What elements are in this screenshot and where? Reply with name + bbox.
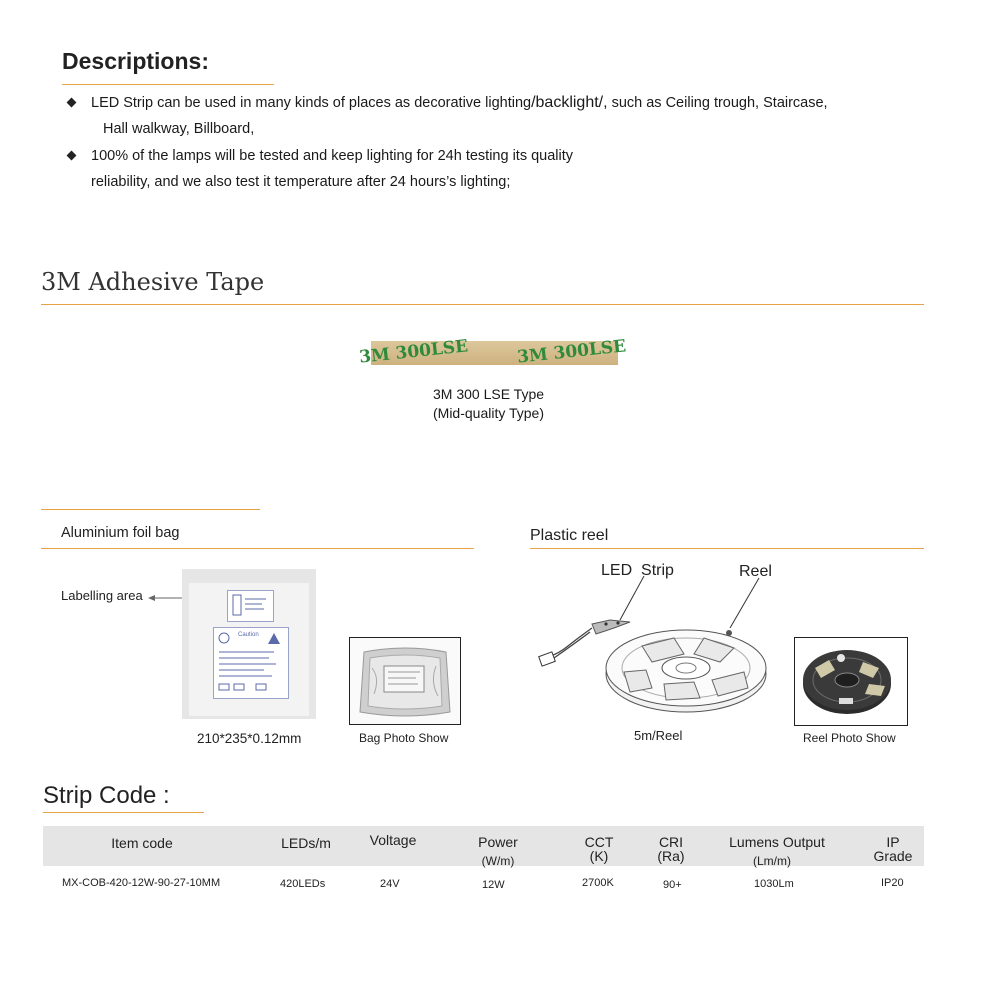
header-cct-unit: (K) (589, 848, 609, 864)
header-cri: CRI (658, 834, 684, 850)
led-strip-callout: LED Strip (601, 562, 674, 579)
bag-size-label: 210*235*0.12mm (197, 731, 302, 746)
bag-caution-label (213, 627, 289, 699)
packaging-top-line (41, 509, 260, 510)
tape-caption-quality: (Mid-quality Type) (433, 405, 545, 421)
foil-bag-underline (41, 548, 474, 549)
description-bullet-1 (91, 90, 828, 116)
strip-code-title: Strip Code : (43, 782, 170, 809)
header-ip-grade: Grade (873, 848, 913, 864)
foil-bag-label: Aluminium foil bag (61, 525, 180, 541)
cell-ip: IP20 (881, 877, 904, 889)
adhesive-underline (41, 304, 924, 305)
bag-photo (349, 637, 461, 725)
description-bullet-2-line2: reliability, and we also test it temperature after 24 hours’s lighting; (91, 174, 511, 190)
reel-callout: Reel (739, 563, 772, 580)
descriptions-underline (62, 84, 274, 85)
header-ip: IP (886, 834, 900, 850)
bullet-1-text-c: such as Ceiling trough, Staircase, (607, 95, 828, 111)
header-cri-unit: (Ra) (657, 848, 685, 864)
bullet-1-text-a: LED Strip can be used in many kinds of places as decorative lighting (91, 95, 532, 111)
strip-code-underline (43, 812, 204, 813)
header-leds: LEDs/m (281, 835, 331, 851)
bag-small-label (227, 590, 274, 622)
bullet-1-text-b: /backlight/, (531, 94, 608, 111)
cell-power: 12W (482, 879, 505, 891)
header-item-code: Item code (111, 835, 173, 851)
adhesive-title: 3M Adhesive Tape (41, 268, 265, 296)
reel-photo-caption: Reel Photo Show (803, 731, 896, 745)
header-cct: CCT (584, 834, 614, 850)
tape-caption-type: 3M 300 LSE Type (433, 386, 545, 402)
cell-cri: 90+ (663, 879, 682, 891)
description-bullet-1-line2: Hall walkway, Billboard, (103, 121, 255, 137)
reel-photo (794, 637, 908, 726)
descriptions-title: Descriptions: (62, 48, 209, 74)
plastic-reel-label: Plastic reel (530, 527, 609, 544)
header-lumens: Lumens Output (729, 834, 825, 850)
cell-item-code: MX-COB-420-12W-90-27-10MM (62, 877, 221, 889)
reel-length-label: 5m/Reel (634, 728, 683, 743)
header-power-unit (470, 852, 526, 868)
plastic-reel-underline (530, 548, 924, 549)
header-voltage: Voltage (369, 832, 417, 848)
cell-leds: 420LEDs (280, 878, 326, 890)
cell-cct: 2700K (582, 877, 614, 889)
tape-print-text: 3M 300LSE (516, 336, 627, 368)
bullet-diamond-icon (67, 151, 77, 161)
bag-caution-text: Caution (238, 632, 259, 638)
labelling-area-label: Labelling area (61, 588, 143, 603)
tape-print-text: 3M 300LSE (358, 336, 469, 368)
header-power: Power (478, 834, 518, 850)
power-unit-text: (W/m) (481, 854, 515, 868)
bullet-diamond-icon (67, 98, 77, 108)
reel-drawing (534, 576, 774, 726)
header-lumens-unit (722, 852, 822, 868)
bag-photo-caption: Bag Photo Show (359, 731, 449, 745)
cell-lumens: 1030Lm (754, 878, 794, 890)
cell-voltage: 24V (380, 878, 400, 890)
lumens-unit-text: (Lm/m) (753, 854, 791, 868)
description-bullet-2: 100% of the lamps will be tested and keep lighting for 24h testing its quality (91, 148, 574, 164)
adhesive-tape-image (358, 336, 627, 368)
